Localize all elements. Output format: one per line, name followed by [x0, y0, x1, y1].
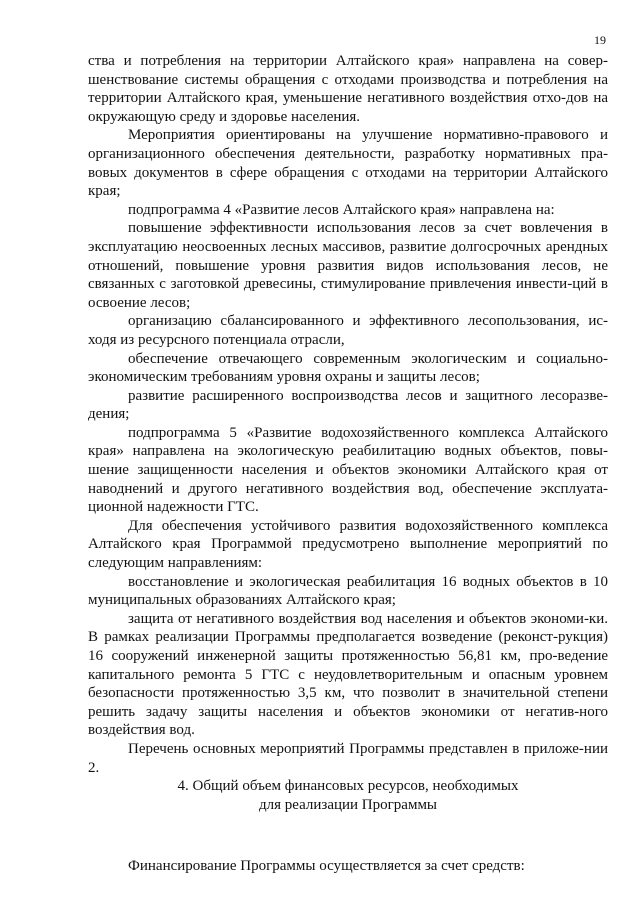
paragraph: развитие расширенного воспроизводства лесов и защитного лесоразве-дения;: [88, 387, 608, 423]
body-text: [88, 52, 608, 777]
paragraph: ства и потребления на территории Алтайского края» направлена на совер-шенствование системы обращения с отходами производства и потребления на территории Алтайского края, уменьшение негативного воздействия отхо-дов на окружающую среду и здоровье населения.: [88, 53, 608, 125]
paragraph: повышение эффективности использования лесов за счет вовлечения в эксплуатацию неосвоенных лесных массивов, развитие долгосрочных арендных отношений, повышение уровня развития видов использования лесов, не связанных с заготовкой древесины, стимулирование привлечения инвести-ций в освоение лесов;: [88, 220, 608, 311]
paragraph: Мероприятия ориентированы на улучшение нормативно-правового и организационного обеспечения деятельности, разработку нормативных пра-вовых документов в сфере обращения с отходами на территории Алтайского края;: [88, 127, 608, 200]
paragraph: организацию сбалансированного и эффективного лесопользования, ис-ходя из ресурсного потенциала отрасли,: [88, 313, 608, 348]
paragraph: восстановление и экологическая реабилитация 16 водных объектов в 10 муниципальных образованиях Алтайского края;: [88, 573, 608, 609]
paragraph: обеспечение отвечающего современным экологическим и социально-экономическим требованиям уровня охраны и защиты лесов;: [88, 350, 608, 386]
section-heading: [88, 777, 608, 815]
paragraph: Перечень основных мероприятий Программы представлен в приложе-нии 2.: [88, 740, 608, 776]
section-heading-line2: для реализации Программы: [258, 797, 438, 813]
closing-line: Финансирование Программы осуществляется за счет средств:: [128, 858, 525, 874]
page-number: 19: [594, 33, 606, 47]
paragraph: Для обеспечения устойчивого развития водохозяйственного комплекса Алтайского края Программой предусмотрено выполнение мероприятий по следующим направлениям:: [88, 517, 608, 572]
paragraph: подпрограмма 4 «Развитие лесов Алтайского края» направлена на:: [128, 201, 555, 218]
section-heading-line1: 4. Общий объем финансовых ресурсов, необходимых: [177, 778, 519, 794]
paragraph: защита от негативного воздействия вод населения и объектов экономи-ки. В рамках реализации Программы предполагается возведение (реконст-рукция) 16 сооружений инженерной защиты протяженностью 56,81 км, про-ведение капитального ремонта 5 ГТС с неудовлетворительным и опасным уровнем безопасности протяженностью 3,5 км, что позволит в значительной степени решить задачу защиты населения и объектов экономики от негатив-ного воздействия вод.: [88, 610, 608, 739]
paragraph: подпрограмма 5 «Развитие водохозяйственного комплекса Алтайского края» направлена на экологическую реабилитацию водных объектов, повы-шение защищенности населения и объектов экономики Алтайского края от наводнений и другого негативного воздействия вод, обеспечение эксплуата-ционной надежности ГТС.: [88, 424, 608, 516]
